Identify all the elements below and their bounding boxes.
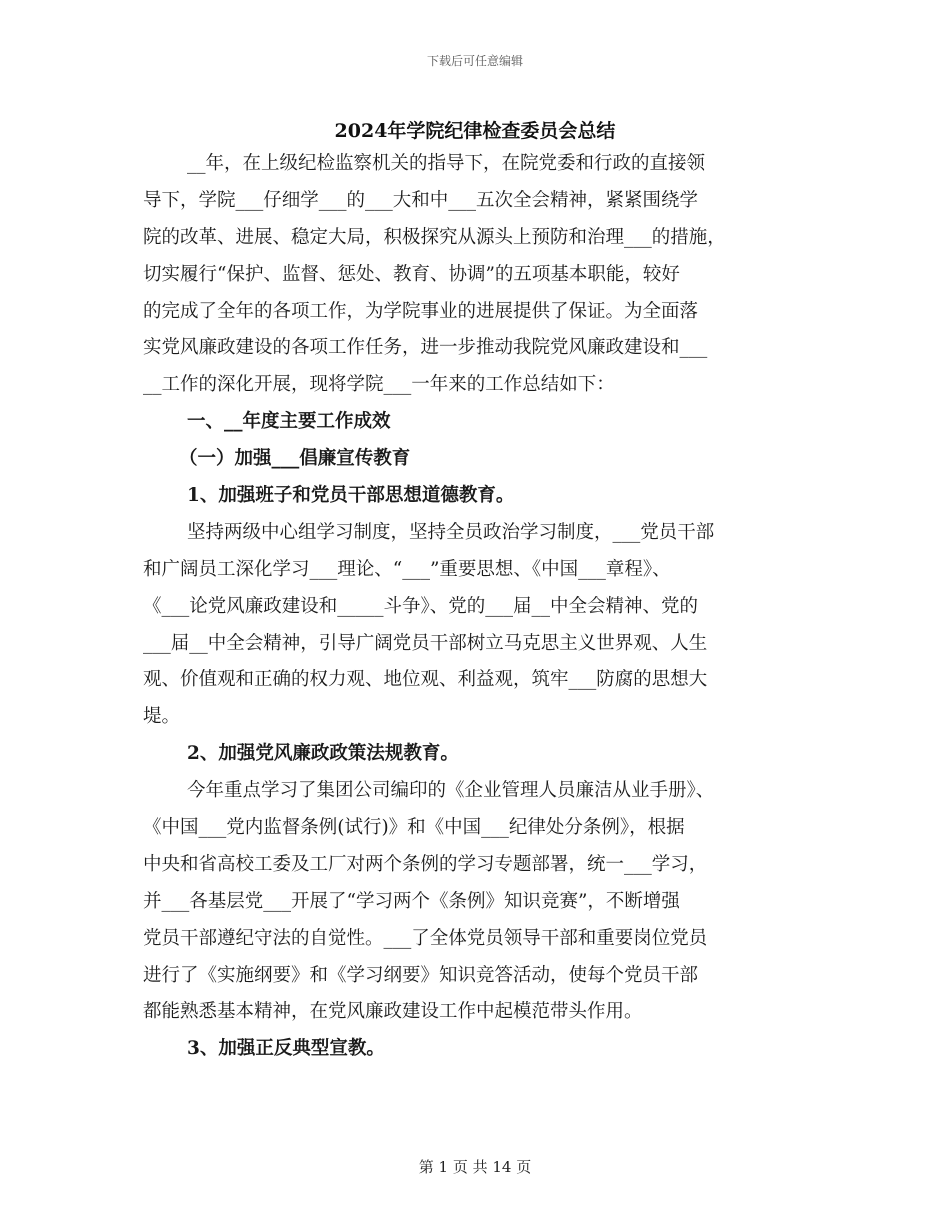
body-line: 都能熟悉基本精神，在党风廉政建设工作中起模范带头作用。 — [143, 1001, 643, 1023]
body-line: 和广阔员工深化学习___理论、“___”重要思想、《中国___章程》、 — [143, 558, 671, 580]
document-body — [143, 146, 809, 1068]
body-line: __年，在上级纪检监察机关的指导下，在院党委和行政的直接领 — [187, 153, 706, 174]
section-heading: 3、加强正反典型宣教。 — [187, 1038, 385, 1060]
body-line: 《中国___党内监督条例(试行)》和《中国___纪律处分条例》，根据 — [143, 817, 685, 839]
body-line: __工作的深化开展，现将学院___一年来的工作总结如下： — [143, 374, 615, 396]
section-heading: 1、加强班子和党员干部思想道德教育。 — [187, 485, 515, 507]
section-heading: 一、__年度主要工作成效 — [187, 411, 391, 433]
body-line: ___届__中全会精神，引导广阔党员干部树立马克思主义世界观、人生 — [143, 632, 708, 654]
body-line: 的完成了全年的各项工作，为学院事业的进展提供了保证。为全面落 — [143, 300, 699, 322]
body-line: 中央和省高校工委及工厂对两个条例的学习专题部署，统一___学习， — [143, 853, 708, 875]
body-line: 切实履行“保护、监督、惩处、教育、协调”的五项基本职能，较好 — [143, 263, 680, 285]
body-line: 党员干部遵纪守法的自觉性。___了全体党员领导干部和重要岗位党员 — [143, 927, 708, 949]
body-line: 《___论党风廉政建设和_____斗争》、党的___届__中全会精神、党的 — [143, 595, 699, 617]
section-heading: 2、加强党风廉政政策法规教育。 — [187, 743, 459, 765]
body-line: 堤。 — [143, 706, 181, 728]
body-line: 导下，学院___仔细学___的___大和中___五次全会精神，紧紧围绕学 — [143, 189, 699, 211]
page-footer: 第 1 页 共 14 页 — [418, 1158, 532, 1176]
section-heading: （一）加强___倡廉宣传教育 — [179, 448, 411, 470]
document-title: 2024年学院纪律检查委员会总结 — [334, 120, 616, 142]
body-line: 坚持两级中心组学习制度，坚持全员政治学习制度，___党员干部 — [187, 521, 715, 543]
body-line: 进行了《实施纲要》和《学习纲要》知识竞答活动，使每个党员干部 — [143, 964, 699, 986]
body-line: 并___各基层党___开展了“学习两个《条例》知识竞赛”，不断增强 — [143, 890, 680, 912]
body-line: 院的改革、进展、稳定大局，积极探究从源头上预防和治理___的措施， — [143, 226, 726, 248]
page-header-note: 下载后可任意编辑 — [426, 54, 523, 68]
body-line: 实党风廉政建设的各项工作任务，进一步推动我院党风廉政建设和___ — [143, 337, 708, 359]
body-line: 观、价值观和正确的权力观、地位观、利益观，筑牢___防腐的思想大 — [143, 669, 708, 691]
body-line: 今年重点学习了集团公司编印的《企业管理人员廉洁从业手册》、 — [187, 780, 715, 802]
